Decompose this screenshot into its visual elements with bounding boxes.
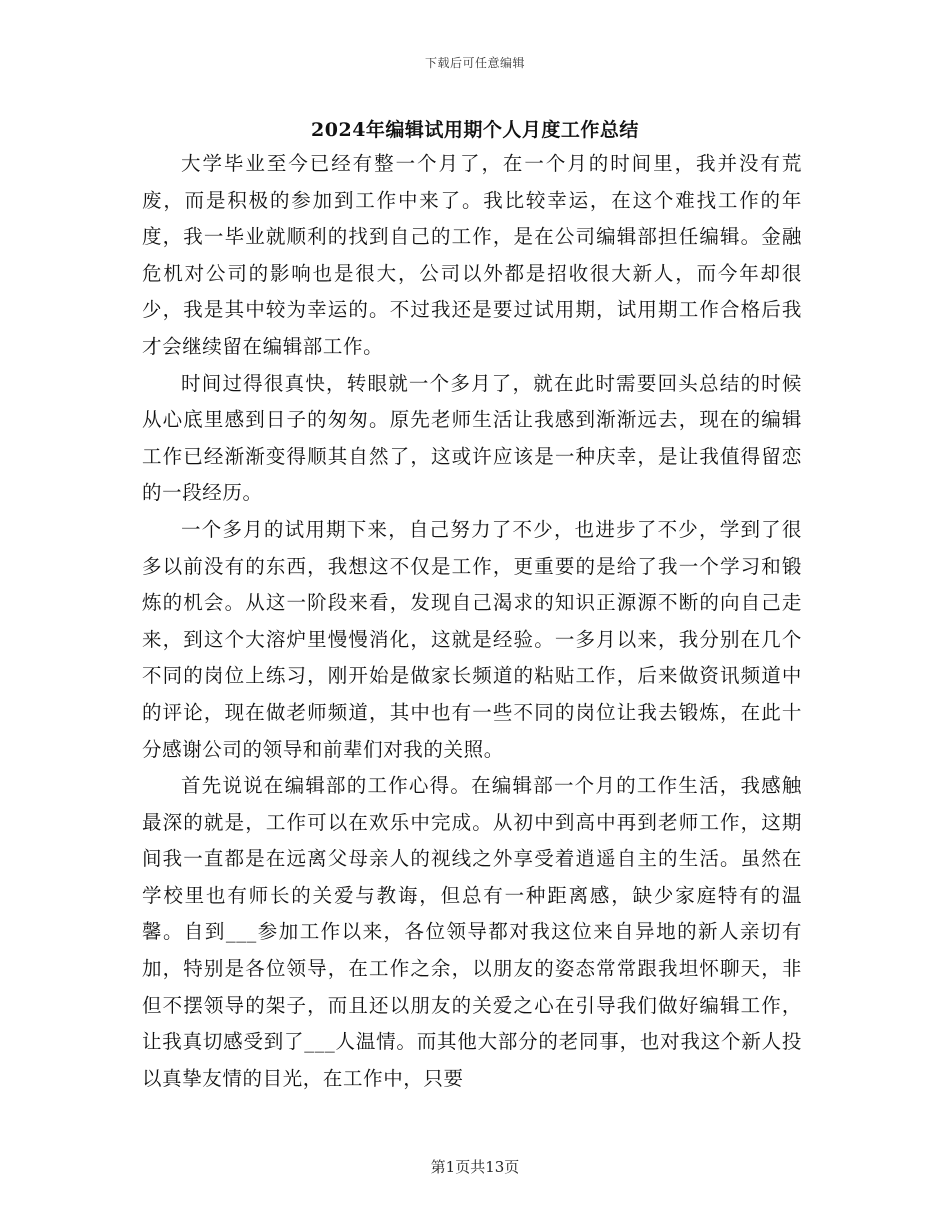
paragraph-1: 大学毕业至今已经有整一个月了，在一个月的时间里，我并没有荒废，而是积极的参加到工作中来了。我比较幸运，在这个难找工作的年度，我一毕业就顺利的找到自己的工作，是在公司编辑部担任编辑。金融危机对公司的影响也是很大，公司以外都是招收很大新人，而今年却很少，我是其中较为幸运的。不过我还是要过试用期，试用期工作合格后我才会继续留在编辑部工作。 [142,152,802,358]
document-body [142,146,802,1097]
document-title: 2024年编辑试用期个人月度工作总结 [311,119,639,141]
paragraph-2: 时间过得很真快，转眼就一个多月了，就在此时需要回头总结的时候从心底里感到日子的匆匆。原先老师生活让我感到渐渐远去，现在的编辑工作已经渐渐变得顺其自然了，这或许应该是一种庆幸，是让我值得留恋的一段经历。 [142,371,802,505]
paragraph-3: 一个多月的试用期下来，自己努力了不少，也进步了不少，学到了很多以前没有的东西，我想这不仅是工作，更重要的是给了我一个学习和锻炼的机会。从这一阶段来看，发现自己渴求的知识正源源不断的向自己走来，到这个大溶炉里慢慢消化，这就是经验。一多月以来，我分别在几个不同的岗位上练习，刚开始是做家长频道的粘贴工作，后来做资讯频道中的评论，现在做老师频道，其中也有一些不同的岗位让我去锻炼，在此十分感谢公司的领导和前辈们对我的关照。 [142,517,802,761]
page-header-note: 下载后可任意编辑 [424,56,525,70]
page-number-footer: 第1页共13页 [430,1158,520,1176]
paragraph-4: 首先说说在编辑部的工作心得。在编辑部一个月的工作生活，我感触最深的就是，工作可以在欢乐中完成。从初中到高中再到老师工作，这期间我一直都是在远离父母亲人的视线之外享受着逍遥自主的生活。虽然在学校里也有师长的关爱与教诲，但总有一种距离感，缺少家庭特有的温馨。自到___参加工作以来，各位领导都对我这位来自异地的新人亲切有加，特别是各位领导，在工作之余，以朋友的姿态常常跟我坦怀聊天，非但不摆领导的架子，而且还以朋友的关爱之心在引导我们做好编辑工作，让我真切感受到了___人温情。而其他大部分的老同事，也对我这个新人投以真挚友情的目光，在工作中，只要 [142,774,802,1090]
